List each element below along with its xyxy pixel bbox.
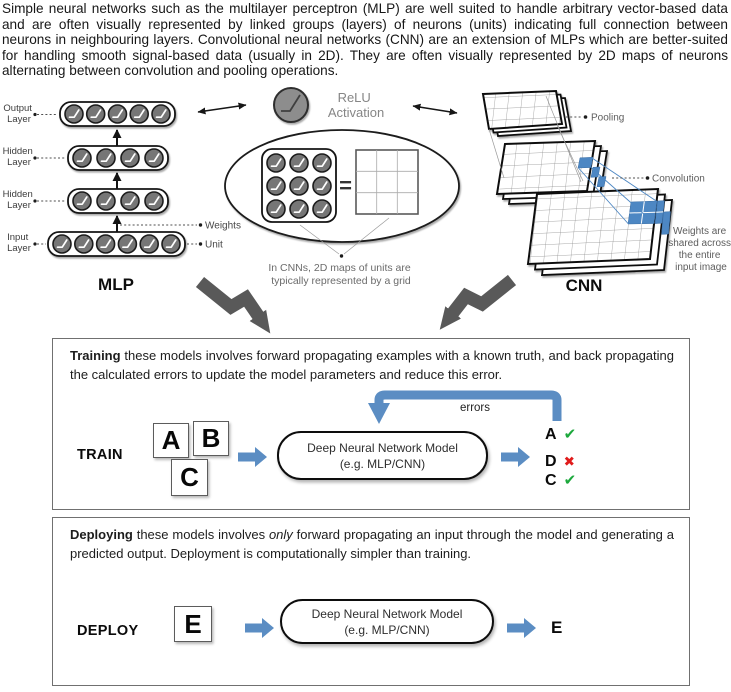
forward-arrow-icon [245,617,275,639]
output-letter: C [545,472,557,489]
deploy-output-letter: E [551,618,563,637]
dnn-model-line1: Deep Neural Network Model [311,606,463,621]
cnn-diagram [483,91,731,295]
dnn-model-box [280,599,494,644]
dnn-model-line2: (e.g. MLP/CNN) [344,622,430,637]
unit-label: Unit [205,239,223,251]
forward-arrow-icon [501,446,531,468]
hidden-layer-1-label: Hidden Layer [2,189,33,211]
deploy-row-label: DEPLOY [77,623,139,639]
training-output-row [545,454,575,470]
relu-activation-label: ReLU Activation [327,90,385,120]
check-icon: ✔ [563,472,577,489]
deploy-emphasis: only [268,527,293,542]
dnn-model-line2: (e.g. MLP/CNN) [339,456,426,471]
forward-arrow-icon [238,446,268,468]
mlp-caption: MLP [98,275,134,294]
training-input-tile-b: B [193,421,229,456]
equals-sign: = [339,173,352,198]
pooling-layer-stack [483,91,571,136]
intro-paragraph: Simple neural networks such as the multilayer perceptron (MLP) are well suited to handle arbitrary vector-based data and are often visually represented by linked groups (layers) of neurons (units) indicating full connection between neurons in neighbouring layers. Convolutional neural networks (CNN) are an extension of MLPs which are better-suited for handling smooth signal-based data (usually in 2D). They are often visually represented by 2D maps of neurons alternating between convolution and pooling operations. [2,1,728,78]
training-input-tile-a: A [153,423,189,458]
training-description [70,346,674,384]
deploy-lead: Deploying [70,527,133,542]
cnn-to-training-arrow-icon [452,280,512,314]
deploy-description [70,525,674,563]
training-lead: Training [70,348,121,363]
output-letter: D [545,453,557,470]
output-letter: A [545,426,557,443]
weights-label: Weights [205,220,241,232]
deploy-body-post: forward propagating an input through the model and generating a predicted output. Deployment is computationally simpler than training. [70,527,674,561]
input-layer-label: Input Layer [7,232,31,254]
hidden-layer-2-label: Hidden Layer [2,146,33,168]
convolution-label: Convolution [652,173,705,185]
forward-arrow-icon [507,617,537,639]
dnn-model-line1: Deep Neural Network Model [307,440,458,455]
neuron-map-grid [267,154,331,218]
deploy-body-pre: these models involves [132,527,269,542]
output-layer-label: Output Layer [3,103,32,125]
grid-note: In CNNs, 2D maps of units are typically represented by a grid [268,262,411,287]
training-body: these models involves forward propagating examples with a known truth, and back propagating the calculated errors to update the model parameters and reduce this error. [70,348,674,382]
errors-label: errors [459,402,491,414]
mlp-diagram [3,102,241,294]
shared-weights-note: Weights are shared across the entire input image [668,226,731,273]
dnn-model-box [277,431,488,480]
mlp-to-training-arrow-icon [200,282,259,317]
pooling-label: Pooling [591,112,625,124]
cnn-caption: CNN [565,276,603,295]
training-panel [52,338,690,510]
grid-map-box [356,150,418,214]
deploy-panel [52,517,690,686]
relu-unit-icon [274,88,308,122]
output-layer-neurons [65,105,170,123]
double-arrow-icon [198,105,246,112]
double-arrow-icon [413,106,457,113]
training-output-row [545,427,576,443]
training-input-tile-c: C [171,459,208,496]
cross-icon: ✖ [563,454,575,469]
architecture-diagram [0,84,731,336]
training-output-row [545,473,576,489]
deploy-input-tile-e: E [174,606,212,642]
activation-diagram [198,88,459,287]
check-icon: ✔ [563,426,577,443]
train-row-label: TRAIN [77,447,123,463]
